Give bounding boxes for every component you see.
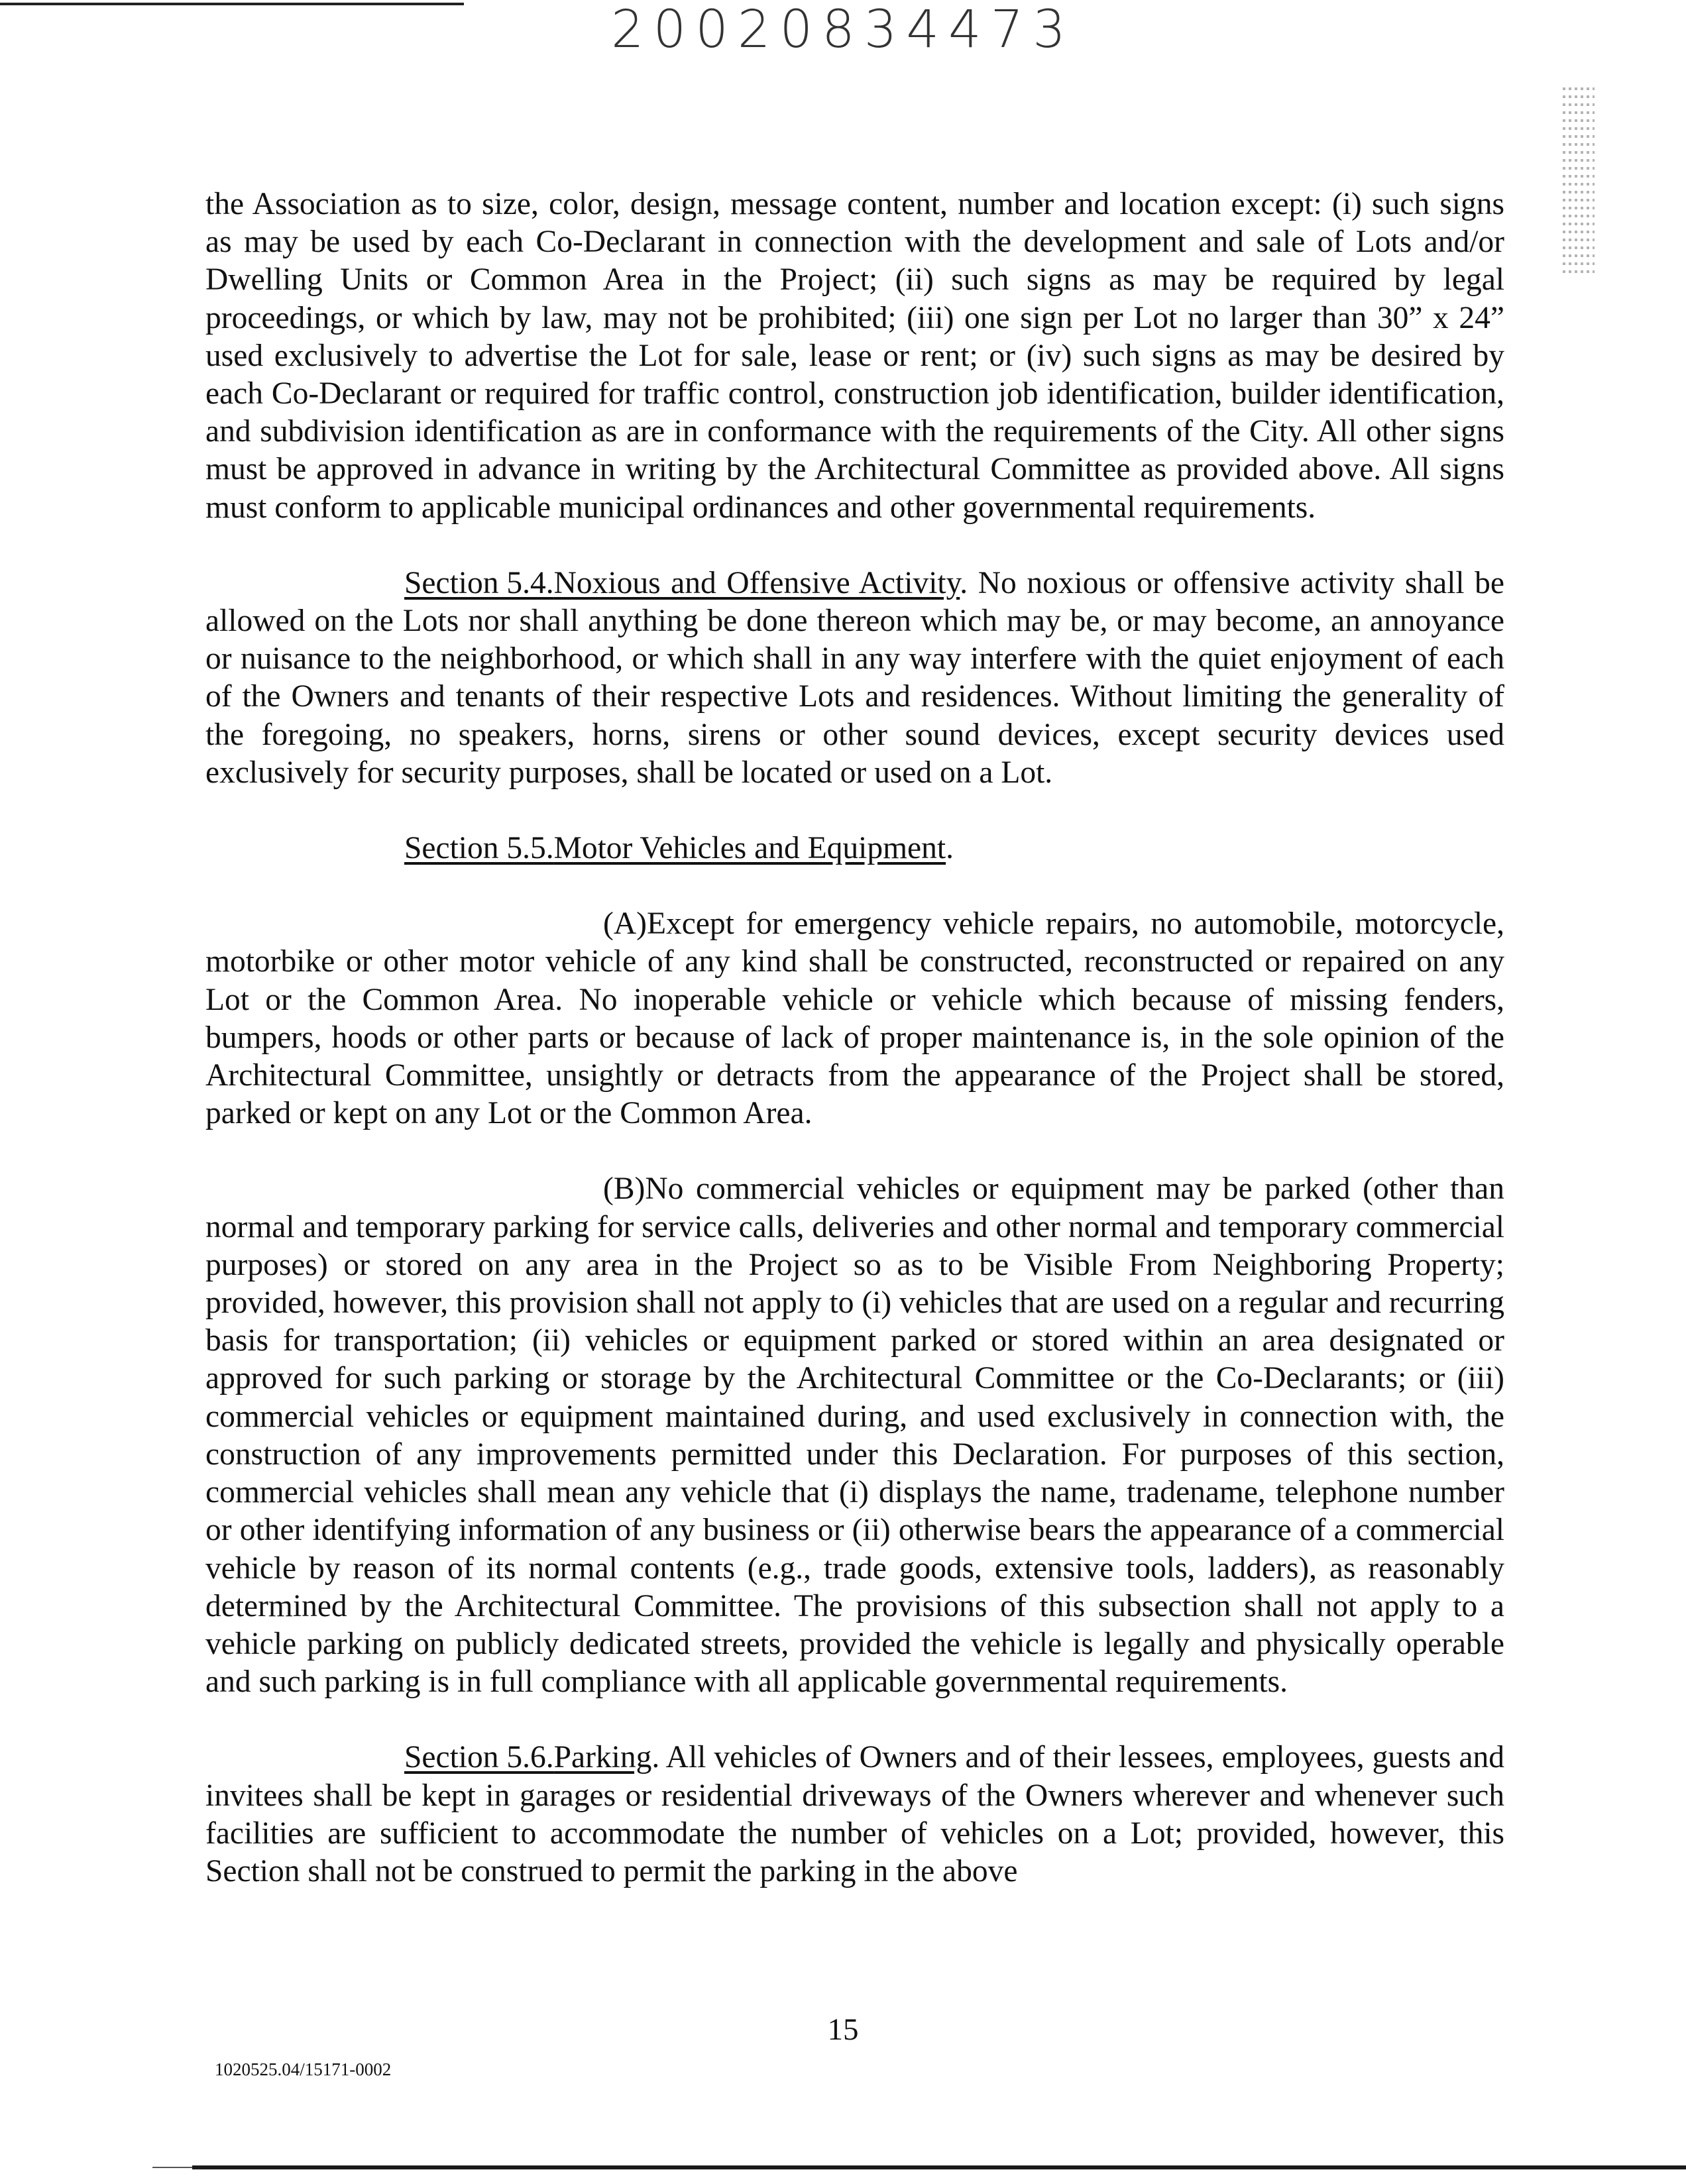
subsection-a xyxy=(205,905,1504,1132)
bottom-scan-rule xyxy=(192,2165,1686,2169)
document-code: 1020525.04/15171-0002 xyxy=(215,2059,392,2079)
section-5-4 xyxy=(205,565,1504,792)
subsection-b-text: No commercial vehicles or equipment may be parked (other than normal and temporary parking for service calls, deliveries and other normal and temporary commercial purposes) or stored on any area in the Project so as to be Visible From Neighboring Property; provided, however, this provision shall not apply to (i) vehicles that are used on a regular and recurring basis for transportation; (ii) vehicles or equipment parked or stored within an area designated or approved for such parking or storage by the Architectural Committee or the Co-Declarants; or (iii) commercial vehicles or equipment maintained during, and used exclusively in connection with, the construction of any improvements permitted under this Declaration. For purposes of this section, commercial vehicles shall mean any vehicle that (i) displays the name, tradename, telephone number or other identifying information of any business or (ii) otherwise bears the appearance of a commercial vehicle by reason of its normal contents (e.g., trade goods, extensive tools, ladders), as reasonably determined by the Architectural Committee. The provisions of this subsection shall not apply to a vehicle parking on publicly dedicated streets, provided the vehicle is legally and physically operable and such parking is in full compliance with all applicable governmental requirements. xyxy=(205,1172,1504,1700)
section-5-5-number: Section 5.5. xyxy=(404,831,554,866)
section-5-6-number: Section 5.6. xyxy=(404,1740,554,1775)
section-5-4-title: Noxious and Offensive Activity xyxy=(553,565,960,600)
document-body xyxy=(205,186,1504,1890)
subsection-b-label: (B) xyxy=(603,1172,646,1207)
paragraph-signs-continued: the Association as to size, color, design, message content, number and location except: (i) such signs as may be used by each Co-Declarant in connection with the development and sale of Lots and/or Dwelling Units or Common Area in the Project; (ii) such signs as may be required by legal proceedings, or which by law, may not be prohibited; (iii) one sign per Lot no larger than 30” x 24” used exclusively to advertise the Lot for sale, lease or rent; or (iv) such signs as may be desired by each Co-Declarant or required for traffic control, construction job identification, builder identification, and subdivision identification as are in conformance with the requirements of the City. All other signs must be approved in advance in writing by the Architectural Committee as provided above. All signs must conform to applicable municipal ordinances and other governmental requirements. xyxy=(205,187,1504,525)
section-5-4-text: . No noxious or offensive activity shall be allowed on the Lots nor shall anything be done thereon which may be, or may become, an annoyance or nuisance to the neighborhood, or which shall in any way interfere with the quiet enjoyment of each of the Owners and tenants of their respective Lots and residences. Without limiting the generality of the foregoing, no speakers, horns, sirens or other sound devices, except security devices used exclusively for security purposes, shall be located or used on a Lot. xyxy=(205,565,1504,790)
section-5-5-title: Motor Vehicles and Equipment xyxy=(553,831,946,866)
page-number: 15 xyxy=(827,2012,859,2047)
subsection-b xyxy=(205,1170,1504,1701)
section-5-4-number: Section 5.4. xyxy=(404,565,554,600)
section-5-5-period: . xyxy=(946,831,954,866)
side-stamp-mark xyxy=(1563,87,1595,298)
subsection-a-label: (A) xyxy=(603,906,647,942)
document-number: 20020834473 xyxy=(611,0,1075,60)
subsection-a-text: Except for emergency vehicle repairs, no automobile, motorcycle, motorbike or other motor vehicle of any kind shall be constructed, reconstructed or repaired on any Lot or the Common Area. No inoperable vehicle or vehicle which because of missing fenders, bumpers, hoods or other parts or because of lack of proper maintenance is, in the sole opinion of the Architectural Committee, unsightly or detracts from the appearance of the Project shall be stored, parked or kept on any Lot or the Common Area. xyxy=(205,906,1504,1131)
section-5-6-title: Parking xyxy=(553,1740,652,1775)
section-5-6 xyxy=(205,1739,1504,1890)
section-5-6-text: . All vehicles of Owners and of their lessees, employees, guests and invitees shall be kept in garages or residential driveways of the Owners wherever and whenever such facilities are sufficient to accommodate the number of vehicles on a Lot; provided, however, this Section shall not be construed to permit the parking in the above xyxy=(205,1740,1504,1888)
section-5-5 xyxy=(205,830,1504,867)
